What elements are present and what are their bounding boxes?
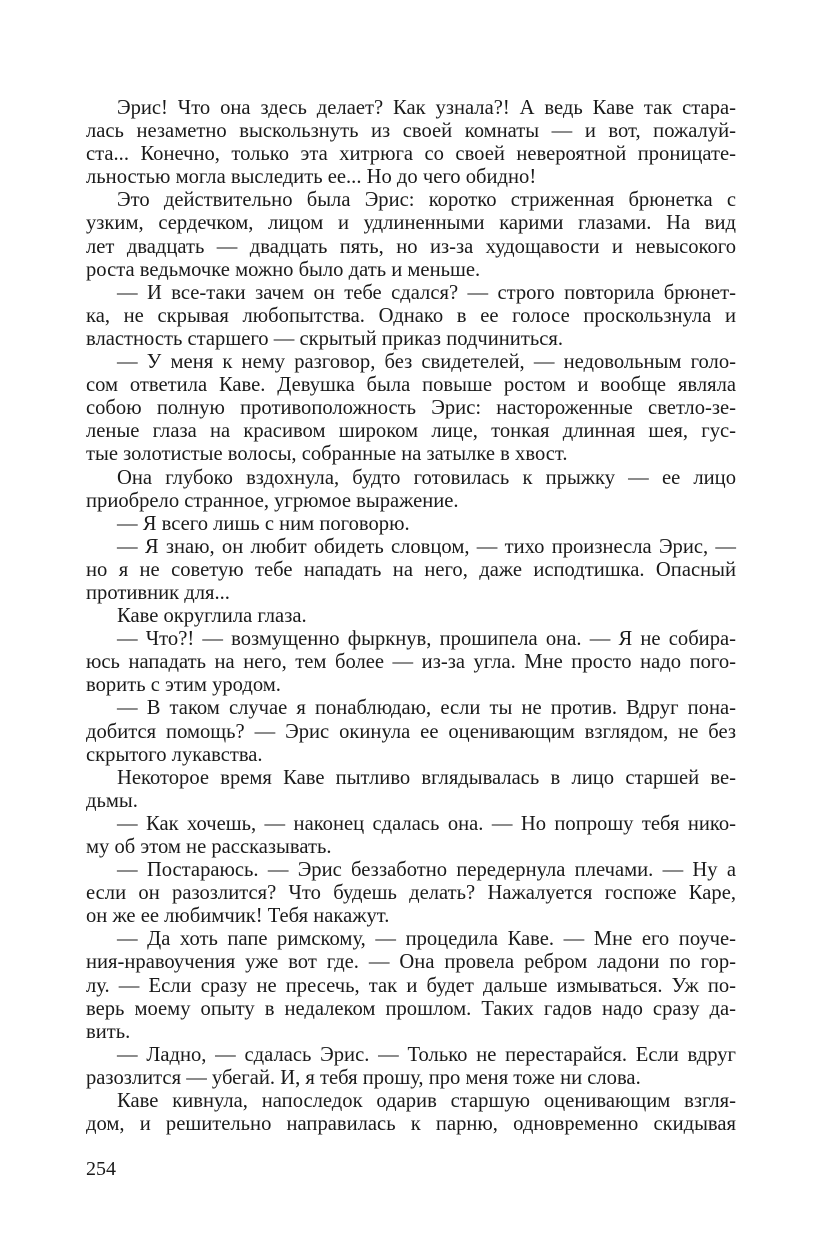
text-line: если он разозлится? Что будешь делать? Нажалуется госпоже Каре, <box>86 882 736 905</box>
text-line: добится помощь? — Эрис окинула ее оценивающим взглядом, не без <box>86 720 736 743</box>
text-line: Это действительно была Эрис: коротко стриженная брюнетка с <box>117 189 736 212</box>
text-line: противник для... <box>86 581 230 604</box>
text-line: ста... Конечно, только эта хитрюга со своей невероятной проницате- <box>86 143 736 166</box>
text-line: властность старшего — скрытый приказ подчиниться. <box>86 327 563 350</box>
text-line: Каве кивнула, напоследок одарив старшую оценивающим взгля- <box>117 1090 736 1113</box>
text-line: — Ладно, — сдалась Эрис. — Только не перестарайся. Если вдруг <box>117 1043 736 1066</box>
text-line: — Я знаю, он любит обидеть словцом, — тихо произнесла Эрис, — <box>117 535 736 558</box>
text-line: лась незаметно выскользнуть из своей комнаты — и вот, пожалуй- <box>86 120 736 143</box>
page-number: 254 <box>86 1158 116 1180</box>
text-line: ния-нравоучения уже вот где. — Она провела ребром ладони по гор- <box>86 951 736 974</box>
text-line: му об этом не рассказывать. <box>86 836 332 858</box>
text-line: узким, сердечком, лицом и удлиненными карими глазами. На вид <box>86 212 736 235</box>
text-line: скрытого лукавства. <box>86 743 263 766</box>
text-line: — У меня к нему разговор, без свидетелей, — недовольным голо- <box>117 351 736 374</box>
text-line: — И все-таки зачем он тебе сдался? — строго повторила брюнет- <box>117 281 736 304</box>
text-line: вить. <box>86 1020 131 1043</box>
text-line: льностью могла выследить ее... Но до чего обидно! <box>86 166 537 189</box>
text-line: дьмы. <box>86 789 138 812</box>
text-line: ворить с этим уродом. <box>86 674 281 697</box>
text-line: верь моему опыту в недалеком прошлом. Таких гадов надо сразу да- <box>86 997 736 1020</box>
text-line: леные глаза на красивом широком лице, тонкая длинная шея, гус- <box>86 420 736 443</box>
text-line: Каве округлила глаза. <box>117 605 307 628</box>
text-line: — Что?! — возмущенно фыркнув, прошипела она. — Я не собира- <box>117 628 736 651</box>
text-line: разозлится — убегай. И, я тебя прошу, про меня тоже ни слова. <box>86 1066 641 1089</box>
text-line: ка, не скрывая любопытства. Однако в ее голосе проскользнула и <box>86 304 736 327</box>
body-text <box>86 97 736 1136</box>
text-line: Она глубоко вздохнула, будто готовилась к прыжку — ее лицо <box>117 466 736 489</box>
text-line: — Да хоть папе римскому, — процедила Каве. — Мне его поуче- <box>117 928 736 951</box>
text-line: лу. — Если сразу не пресечь, так и будет дальше измываться. Уж по- <box>86 974 736 997</box>
text-line: он же ее любимчик! Тебя накажут. <box>86 905 390 928</box>
text-line: собою полную противоположность Эрис: настороженные светло-зе- <box>86 397 736 420</box>
text-line: но я не советую тебе нападать на него, даже исподтишка. Опасный <box>86 558 736 581</box>
text-line: — Постараюсь. — Эрис беззаботно передернула плечами. — Ну а <box>117 859 736 882</box>
text-line: тые золотистые волосы, собранные на затылке в хвост. <box>86 443 568 466</box>
text-line: приобрело странное, угрюмое выражение. <box>86 489 459 512</box>
text-line: — В таком случае я понаблюдаю, если ты не против. Вдруг пона- <box>117 697 736 720</box>
text-line: — Я всего лишь с ним поговорю. <box>117 512 410 535</box>
text-line: юсь нападать на него, тем более — из-за угла. Мне просто надо пого- <box>86 651 736 674</box>
text-line: Эрис! Что она здесь делает? Как узнала?! А ведь Каве так стара- <box>117 97 736 119</box>
text-line: лет двадцать — двадцать пять, но из-за худощавости и невысокого <box>86 235 736 258</box>
text-line: Некоторое время Каве пытливо вглядывалась в лицо старшей ве- <box>117 766 736 789</box>
text-line: — Как хочешь, — наконец сдалась она. — Но попрошу тебя нико- <box>117 812 736 835</box>
text-line: роста ведьмочке можно было дать и меньше. <box>86 258 481 281</box>
text-line: дом, и решительно направилась к парню, одновременно скидывая <box>86 1113 736 1136</box>
text-line: сом ответила Каве. Девушка была повыше ростом и вообще являла <box>86 374 736 397</box>
